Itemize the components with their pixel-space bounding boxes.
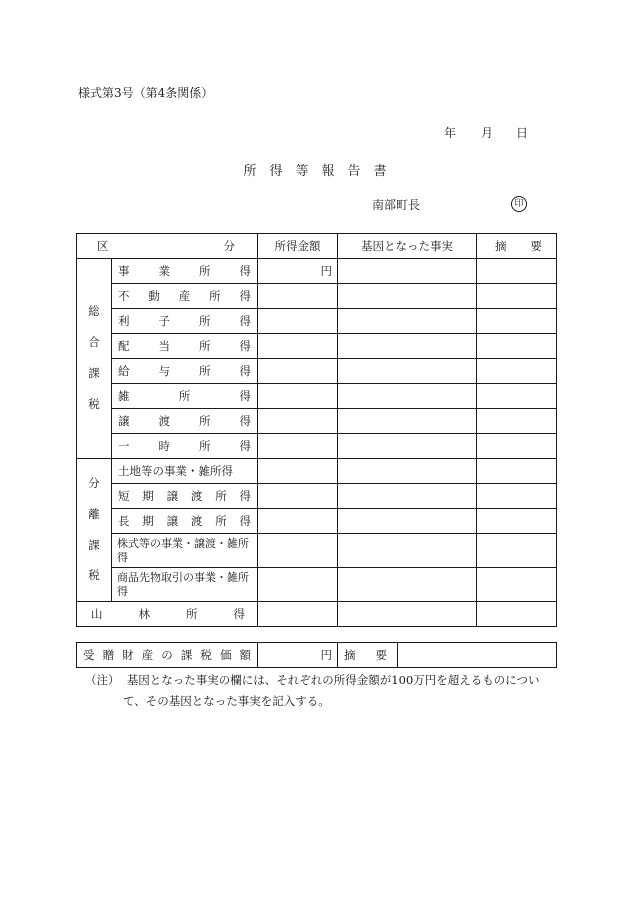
category-bunri-kazei: 分 離 課 税 <box>77 459 112 602</box>
amount-cell[interactable] <box>258 334 338 359</box>
income-report-table <box>76 233 557 627</box>
amount-cell[interactable] <box>258 309 338 334</box>
date-day: 日 <box>516 126 529 140</box>
row-label-jigyo: 事 業 所 得 <box>112 259 258 284</box>
basis-cell[interactable] <box>338 409 477 434</box>
row-label-joto: 譲 渡 所 得 <box>112 409 258 434</box>
amount-cell[interactable] <box>258 409 338 434</box>
remarks-cell[interactable] <box>477 334 557 359</box>
amount-cell[interactable] <box>258 384 338 409</box>
amount-cell[interactable] <box>258 459 338 484</box>
header-remarks: 摘 要 <box>477 234 557 259</box>
remarks-cell[interactable] <box>477 534 557 568</box>
amount-cell[interactable] <box>258 484 338 509</box>
basis-cell[interactable] <box>338 384 477 409</box>
basis-cell[interactable] <box>338 259 477 284</box>
basis-cell[interactable] <box>338 284 477 309</box>
row-label-tochi: 土地等の事業・雑所得 <box>112 459 258 484</box>
amount-cell[interactable] <box>258 284 338 309</box>
document-title: 所 得 等 報 告 書 <box>243 164 387 179</box>
header-category: 区 分 <box>77 234 258 259</box>
row-label-ichiji: 一 時 所 得 <box>112 434 258 459</box>
basis-cell[interactable] <box>338 484 477 509</box>
row-label-sanrin: 山 林 所 得 <box>77 602 258 627</box>
gift-remarks-cell[interactable] <box>398 643 557 668</box>
basis-cell[interactable] <box>338 602 477 627</box>
basis-cell[interactable] <box>338 334 477 359</box>
basis-cell[interactable] <box>338 509 477 534</box>
row-label-tanki-joto: 短 期 譲 渡 所 得 <box>112 484 258 509</box>
row-label-kabushiki: 株式等の事業・譲渡・雑所得 <box>112 534 258 568</box>
remarks-cell[interactable] <box>477 384 557 409</box>
amount-cell[interactable] <box>258 434 338 459</box>
amount-cell[interactable] <box>258 359 338 384</box>
remarks-cell[interactable] <box>477 409 557 434</box>
row-label-kyuyo: 給 与 所 得 <box>112 359 258 384</box>
row-label-haito: 配 当 所 得 <box>112 334 258 359</box>
remarks-cell[interactable] <box>477 568 557 602</box>
remarks-cell[interactable] <box>477 259 557 284</box>
footnote-line1: 基因となった事実の欄には、それぞれの所得金額が100万円を超えるものについ <box>126 673 540 687</box>
gift-amount-cell[interactable]: 円 <box>258 643 338 668</box>
remarks-cell[interactable] <box>477 602 557 627</box>
remarks-cell[interactable] <box>477 484 557 509</box>
header-amount: 所得金額 <box>258 234 338 259</box>
footnote-line2: て、その基因となった事実を記入する。 <box>123 694 330 708</box>
amount-cell[interactable] <box>258 568 338 602</box>
footnote-prefix: （注） <box>85 673 120 687</box>
basis-cell[interactable] <box>338 359 477 384</box>
amount-cell[interactable] <box>258 509 338 534</box>
basis-cell[interactable] <box>338 534 477 568</box>
row-label-zatsu: 雑 所 得 <box>112 384 258 409</box>
footnote <box>85 670 560 712</box>
basis-cell[interactable] <box>338 309 477 334</box>
amount-cell[interactable] <box>258 534 338 568</box>
amount-cell[interactable] <box>258 602 338 627</box>
row-label-rishi: 利 子 所 得 <box>112 309 258 334</box>
remarks-cell[interactable] <box>477 509 557 534</box>
gift-label: 受 贈 財 産 の 課 税 価 額 <box>77 643 258 668</box>
category-sogo-kazei: 総 合 課 税 <box>77 259 112 459</box>
amount-cell[interactable]: 円 <box>258 259 338 284</box>
remarks-cell[interactable] <box>477 359 557 384</box>
basis-cell[interactable] <box>338 434 477 459</box>
basis-cell[interactable] <box>338 568 477 602</box>
basis-cell[interactable] <box>338 459 477 484</box>
date-month: 月 <box>481 126 494 140</box>
date-year: 年 <box>444 126 457 140</box>
header-basis: 基因となった事実 <box>338 234 477 259</box>
form-number: 様式第3号（第4条関係） <box>78 86 214 100</box>
row-label-fudosan: 不 動 産 所 得 <box>112 284 258 309</box>
row-label-sakimono: 商品先物取引の事業・雑所得 <box>112 568 258 602</box>
remarks-cell[interactable] <box>477 309 557 334</box>
seal-mark: 印 <box>511 196 527 212</box>
gift-tax-table <box>76 642 557 668</box>
remarks-cell[interactable] <box>477 284 557 309</box>
row-label-choki-joto: 長 期 譲 渡 所 得 <box>112 509 258 534</box>
remarks-cell[interactable] <box>477 459 557 484</box>
gift-remarks-label: 摘 要 <box>338 643 398 668</box>
addressee: 南部町長 <box>372 198 421 212</box>
remarks-cell[interactable] <box>477 434 557 459</box>
